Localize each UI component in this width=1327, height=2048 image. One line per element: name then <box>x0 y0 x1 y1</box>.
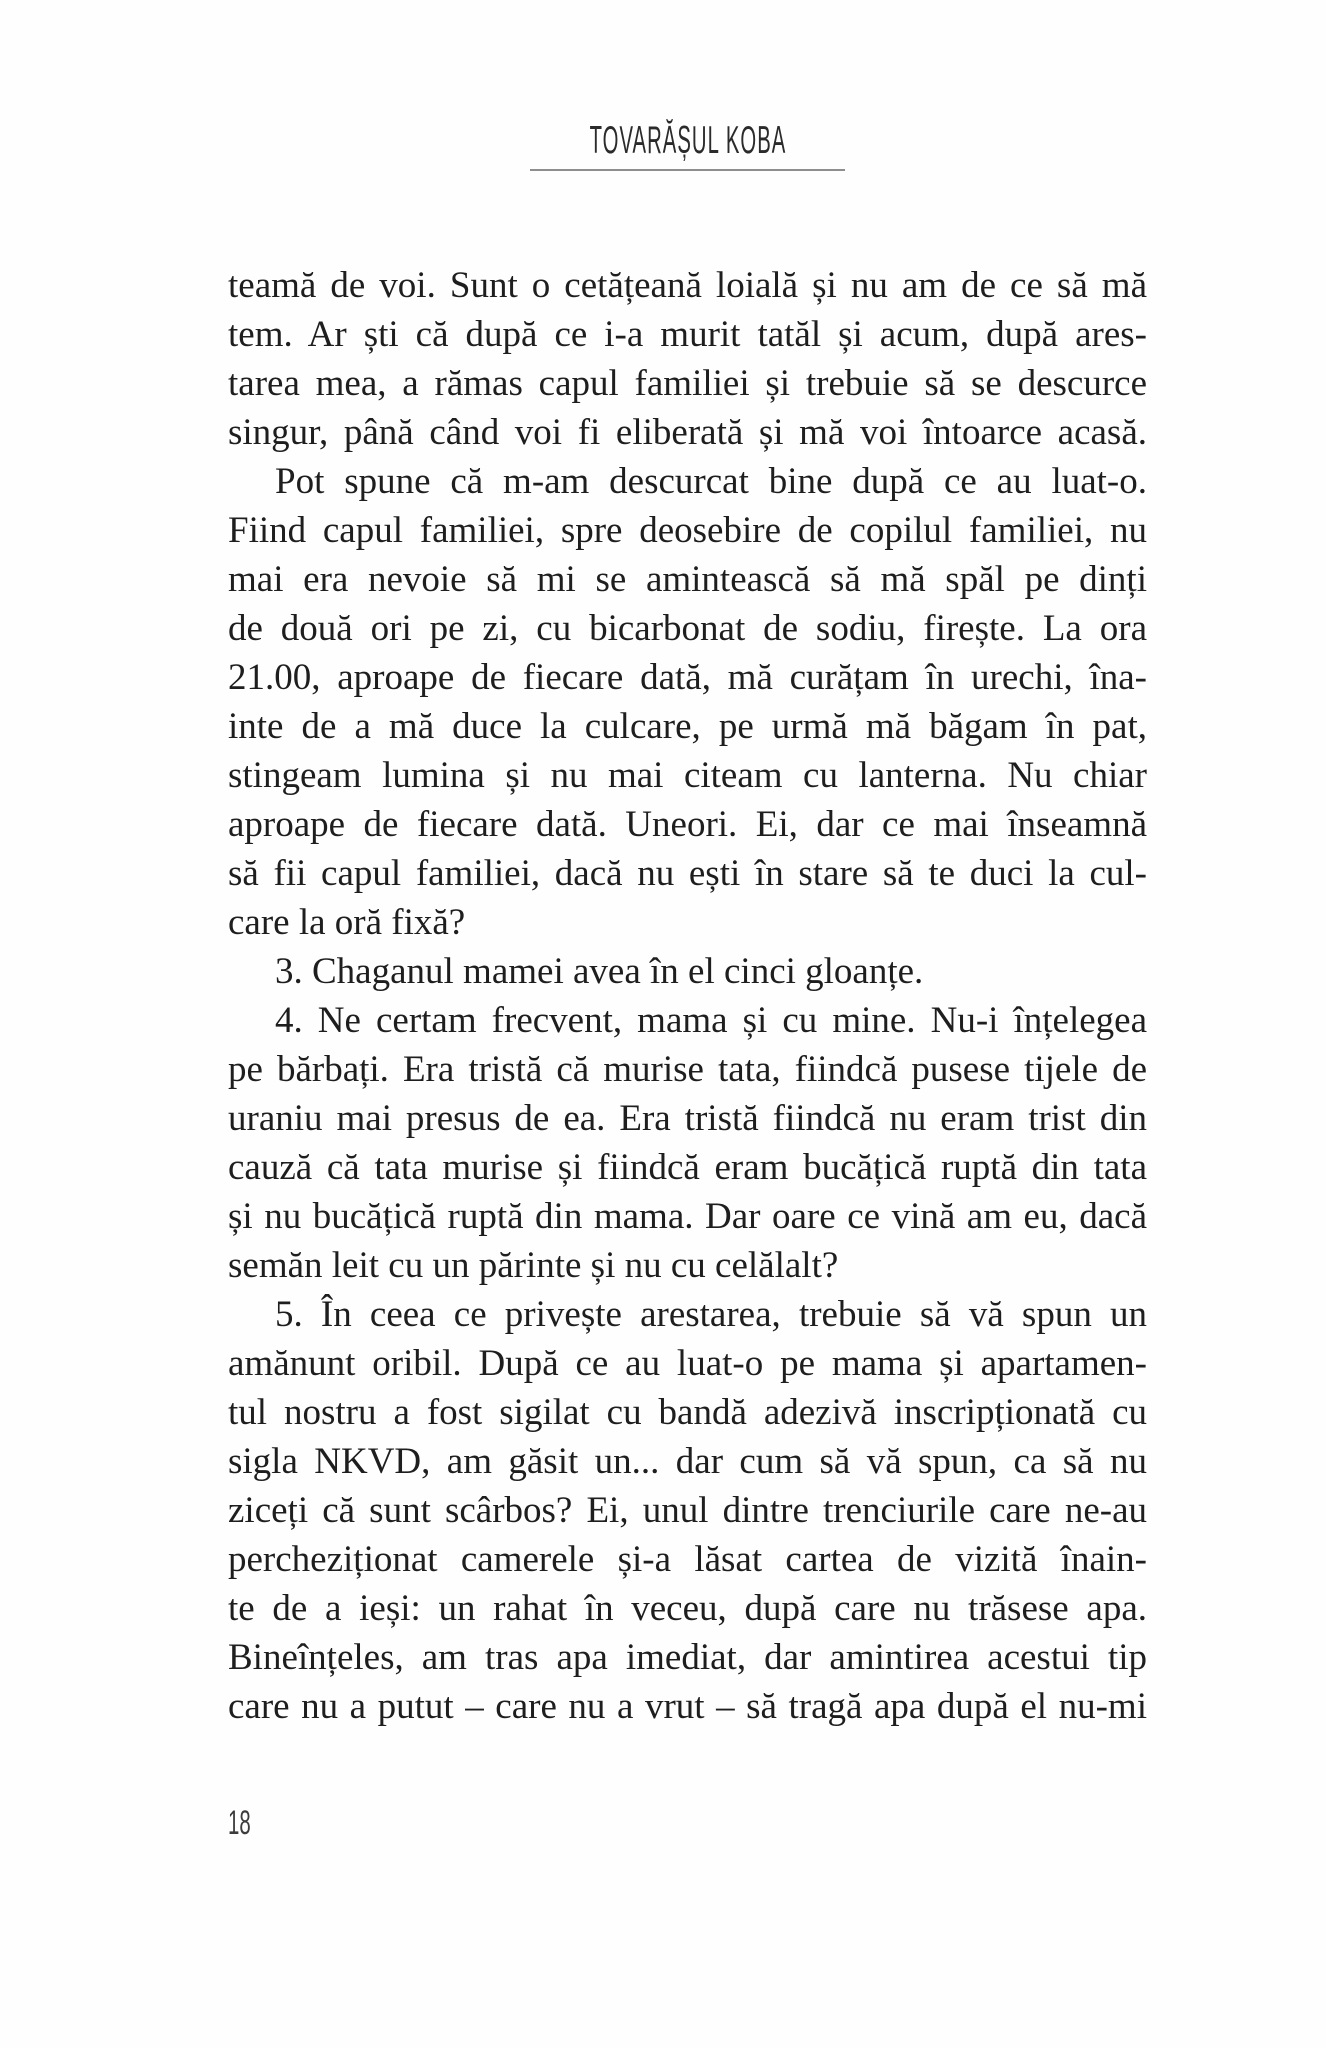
text-line: cauză că tata murise și fiindcă eram bucățică ruptă din tata <box>228 1147 1147 1188</box>
text-line: de două ori pe zi, cu bicarbonat de sodiu, firește. La ora <box>228 608 1147 649</box>
text-line: amănunt oribil. După ce au luat-o pe mama și apartamen- <box>228 1343 1147 1384</box>
text-line: 4. Ne certam frecvent, mama și cu mine. Nu-i înțelegea <box>275 1000 1147 1041</box>
text-line: tem. Ar ști că după ce i-a murit tatăl și acum, după ares- <box>228 314 1147 355</box>
text-line: și nu bucățică ruptă din mama. Dar oare ce vină am eu, dacă <box>228 1196 1147 1237</box>
text-line: care nu a putut – care nu a vrut – să tragă apa după el nu-mi <box>228 1686 1147 1727</box>
text-line: ziceți că sunt scârbos? Ei, unul dintre trenciurile care ne-au <box>228 1490 1147 1531</box>
text-line: 5. În ceea ce privește arestarea, trebuie să vă spun un <box>275 1294 1147 1335</box>
text-line: care la oră fixă? <box>228 902 466 943</box>
text-line: să fii capul familiei, dacă nu ești în stare să te duci la cul- <box>228 853 1147 894</box>
text-line: percheziționat camerele și-a lăsat cartea de vizită înain- <box>228 1539 1147 1580</box>
header-rule <box>530 169 845 171</box>
text-line: aproape de fiecare dată. Uneori. Ei, dar ce mai înseamnă <box>228 804 1147 845</box>
text-line: Bineînțeles, am tras apa imediat, dar amintirea acestui tip <box>228 1637 1147 1678</box>
text-line: pe bărbați. Era tristă că murise tata, fiindcă pusese tijele de <box>228 1049 1147 1090</box>
text-line: tarea mea, a rămas capul familiei și trebuie să se descurce <box>228 363 1147 404</box>
text-line: teamă de voi. Sunt o cetățeană loială și nu am de ce să mă <box>228 265 1147 306</box>
page-number: 18 <box>228 1804 251 1842</box>
text-line: 21.00, aproape de fiecare dată, mă curățam în urechi, îna- <box>228 657 1147 698</box>
text-line: mai era nevoie să mi se amintească să mă spăl pe dinți <box>228 559 1147 600</box>
text-line: stingeam lumina și nu mai citeam cu lanterna. Nu chiar <box>228 755 1147 796</box>
text-line: semăn leit cu un părinte și nu cu celălalt? <box>228 1245 839 1286</box>
text-line: Fiind capul familiei, spre deosebire de copilul familiei, nu <box>228 510 1147 551</box>
text-line: sigla NKVD, am găsit un... dar cum să vă spun, ca să nu <box>228 1441 1147 1482</box>
text-line: 3. Chaganul mamei avea în el cinci gloanțe. <box>275 951 924 992</box>
running-head-title: TOVARĂȘUL KOBA <box>589 119 787 162</box>
text-line: te de a ieși: un rahat în veceu, după care nu trăsese apa. <box>228 1588 1147 1629</box>
text-line: uraniu mai presus de ea. Era tristă fiindcă nu eram trist din <box>228 1098 1147 1139</box>
text-line: Pot spune că m-am descurcat bine după ce au luat-o. <box>275 461 1147 502</box>
text-line: tul nostru a fost sigilat cu bandă adezivă inscripționată cu <box>228 1392 1147 1433</box>
text-line: inte de a mă duce la culcare, pe urmă mă băgam în pat, <box>228 706 1147 747</box>
text-line: singur, până când voi fi eliberată și mă voi întoarce acasă. <box>228 412 1147 453</box>
body-text-block <box>228 261 1147 1731</box>
